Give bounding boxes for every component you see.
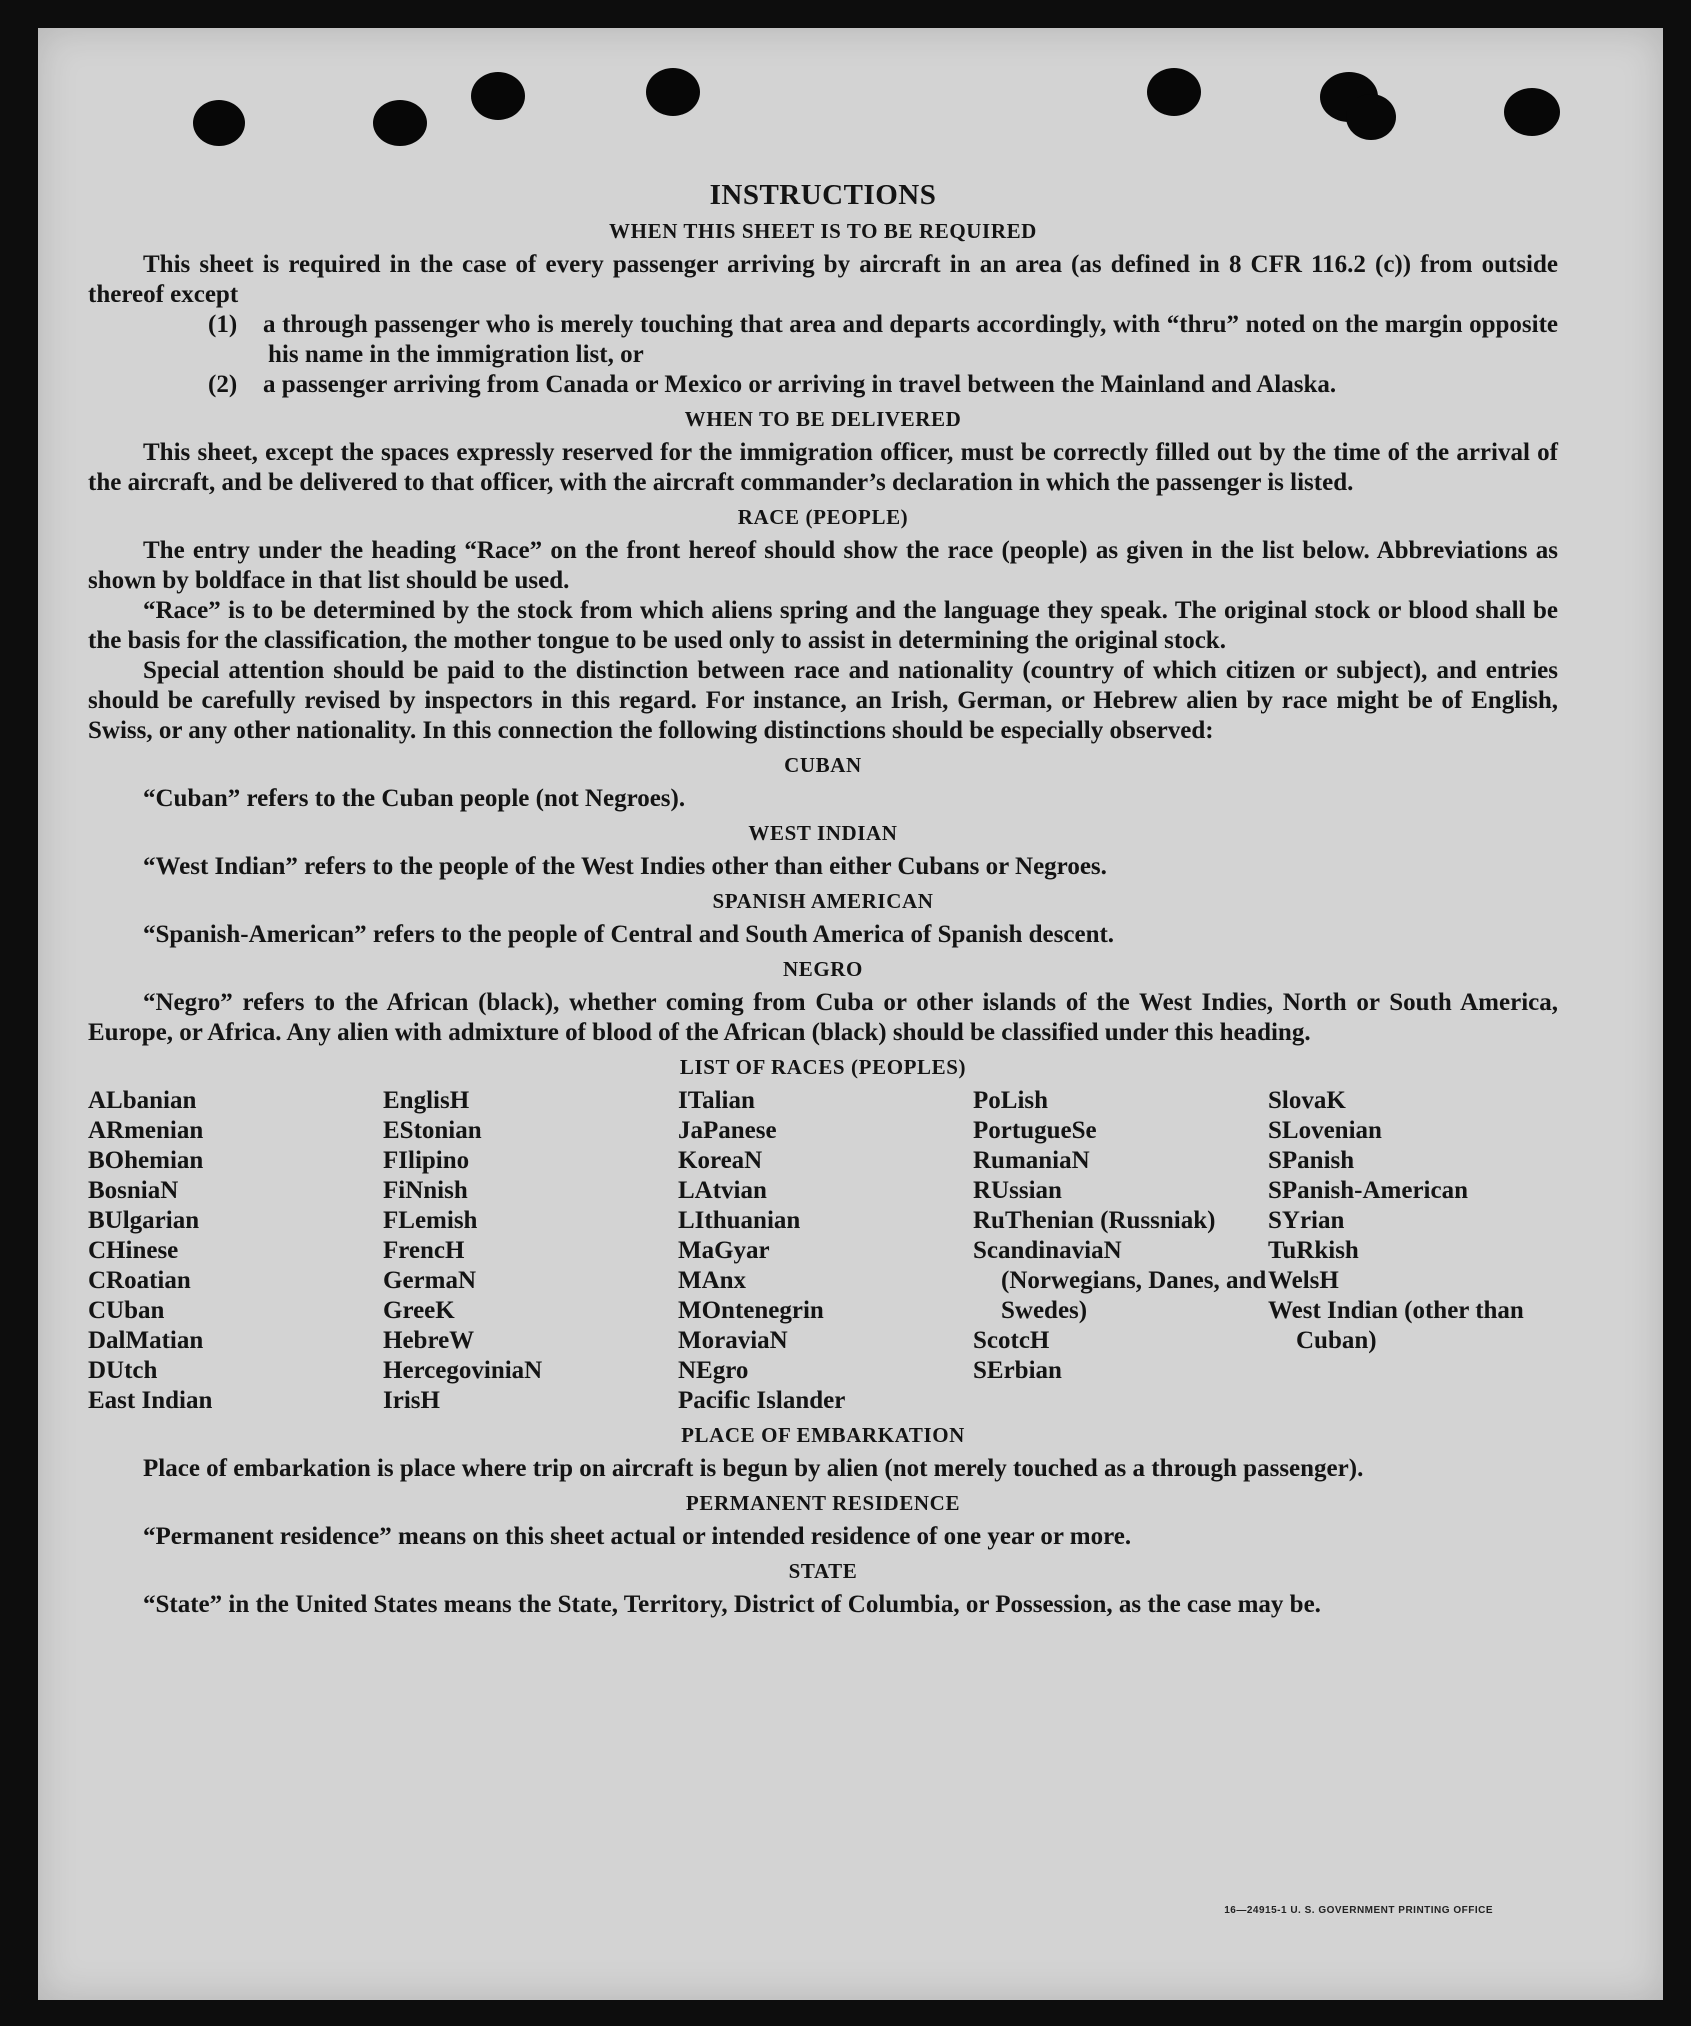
race-entry: RuThenian (Russniak) [973,1207,1216,1234]
item-number: (2) [208,371,238,398]
race-entry: FiNnish [383,1177,468,1204]
section-heading-delivered: WHEN TO BE DELIVERED [684,407,962,431]
race-entry: ARmenian [88,1117,204,1144]
race-entry: BOhemian [88,1147,204,1174]
race-entry: SPanish [1268,1147,1355,1174]
race-entry: MaGyar [678,1237,770,1264]
punch-hole [646,68,700,116]
race-entry: ITalian [678,1087,755,1114]
punch-hole [471,72,525,120]
section-heading-state: STATE [788,1559,858,1583]
race-entry: RumaniaN [973,1147,1090,1174]
race-entry: DalMatian [88,1327,204,1354]
embarkation-text: Place of embarkation is place where trip on aircraft is begun by alien (not merely touched as a through passenger). [143,1455,1364,1482]
race-entry: DUtch [88,1357,158,1384]
document-sheet [38,28,1663,2000]
race-entry: LAtvian [678,1177,767,1204]
race-entry: NEgro [678,1357,749,1384]
race-entry: KoreaN [678,1147,763,1174]
race-entry: GermaN [383,1267,477,1294]
race-paragraph-2: “Race” is to be determined by the stock from which aliens spring and the language they speak. The original stock or blood shall be the basis for the classification, the mother tongue to be used only to assist in determining the original stock. [88,597,1558,654]
race-entry: FrencH [383,1237,465,1264]
section-heading-races-list: LIST OF RACES (PEOPLES) [679,1055,967,1079]
race-entry: ALbanian [88,1087,197,1114]
race-paragraph-3: Special attention should be paid to the distinction between race and nationality (country of which citizen or subject), and entries should be carefully revised by inspectors in this regard. For instance, an Irish, German, or Hebrew alien by race might be of English, Swiss, or any other nationality. In this connection the following distinctions should be especially observed: [88,657,1558,744]
races-column [973,1086,1268,1416]
race-entry: WelsH [1268,1267,1339,1294]
section-heading-negro: NEGRO [782,957,863,981]
section-heading-west-indian: WEST INDIAN [748,821,898,845]
race-entry: LIthuanian [678,1207,801,1234]
race-entry: BosniaN [88,1177,179,1204]
punch-hole [193,100,245,146]
printing-office-code: 16—24915-1 U. S. GOVERNMENT PRINTING OFFICE [1224,1905,1493,1916]
race-entry: SErbian [973,1357,1062,1384]
race-entry: HebreW [383,1327,475,1354]
race-entry: West Indian (other than Cuban) [1268,1297,1524,1354]
race-entry: HercegoviniaN [383,1357,543,1384]
race-entry: PoLish [973,1087,1049,1114]
required-item [88,310,1558,370]
race-paragraph-1: The entry under the heading “Race” on the front hereof should show the race (people) as given in the list below. Abbreviations as shown by boldface in that list should be used. [88,537,1558,594]
item-number: (1) [208,311,238,338]
race-entry: East Indian [88,1387,213,1414]
races-column [88,1086,383,1416]
punch-hole [373,100,427,146]
races-column [678,1086,973,1416]
negro-text: “Negro” refers to the African (black), whether coming from Cuba or other islands of the West Indies, North or South America, Europe, or Africa. Any alien with admixture of blood of the African (black) should be classified under this heading. [88,989,1558,1046]
race-entry: BUlgarian [88,1207,200,1234]
residence-text: “Permanent residence” means on this sheet actual or intended residence of one year or more. [143,1523,1132,1550]
race-entry: SPanish-American [1268,1177,1468,1204]
item-text: a through passenger who is merely touching that area and departs accordingly, with “thru” noted on the margin opposite his name in the immigration list, or [263,311,1558,368]
required-item [88,370,1558,400]
race-entry: FLemish [383,1207,478,1234]
races-column [383,1086,678,1416]
punch-hole [1346,94,1396,140]
race-entry: CRoatian [88,1267,191,1294]
race-entry: MAnx [678,1267,747,1294]
race-entry: RUssian [973,1177,1062,1204]
instructions-content [88,148,1558,1620]
item-text: a passenger arriving from Canada or Mexico or arriving in travel between the Mainland and Alaska. [263,371,1337,398]
race-entry: GreeK [383,1297,455,1324]
race-entry: MoraviaN [678,1327,788,1354]
races-column [1268,1086,1538,1416]
race-entry: CUban [88,1297,165,1324]
race-entry: JaPanese [678,1117,777,1144]
race-entry: EnglisH [383,1087,470,1114]
race-entry: TuRkish [1268,1237,1359,1264]
races-list [88,1086,1558,1416]
state-text: “State” in the United States means the State, Territory, District of Columbia, or Possession, as the case may be. [143,1591,1321,1618]
race-entry: SlovaK [1268,1087,1346,1114]
race-entry: FIlipino [383,1147,470,1174]
required-intro: This sheet is required in the case of every passenger arriving by aircraft in an area (as defined in 8 CFR 116.2 (c)) from outside thereof except [88,251,1558,308]
section-heading-spanish-american: SPANISH AMERICAN [712,889,934,913]
race-entry: CHinese [88,1237,179,1264]
section-heading-cuban: CUBAN [784,753,862,777]
race-entry: SYrian [1268,1207,1345,1234]
race-entry: EStonian [383,1117,482,1144]
race-entry: ScotcH [973,1327,1050,1354]
west-indian-text: “West Indian” refers to the people of the West Indies other than either Cubans or Negroes. [143,853,1107,880]
delivered-text: This sheet, except the spaces expressly reserved for the immigration officer, must be correctly filled out by the time of the arrival of the aircraft, and be delivered to that officer, with the aircraft commander’s declaration in which the passenger is listed. [88,439,1558,496]
section-heading-race: RACE (PEOPLE) [737,505,909,529]
punch-hole [1504,88,1560,136]
race-entry: Pacific Islander [678,1387,846,1414]
section-heading-embarkation: PLACE OF EMBARKATION [681,1423,965,1447]
race-entry: MOntenegrin [678,1297,824,1324]
race-entry: ScandinaviaN (Norwegians, Danes, and Swedes) [973,1237,1267,1324]
cuban-text: “Cuban” refers to the Cuban people (not Negroes). [143,785,686,812]
race-entry: IrisH [383,1387,440,1414]
section-heading-residence: PERMANENT RESIDENCE [685,1491,961,1515]
spanish-american-text: “Spanish-American” refers to the people of Central and South America of Spanish descent. [143,921,1115,948]
punch-hole [1147,68,1201,116]
race-entry: SLovenian [1268,1117,1382,1144]
page-title: INSTRUCTIONS [709,179,937,211]
race-entry: PortugueSe [973,1117,1097,1144]
section-heading-required: WHEN THIS SHEET IS TO BE REQUIRED [609,219,1037,243]
